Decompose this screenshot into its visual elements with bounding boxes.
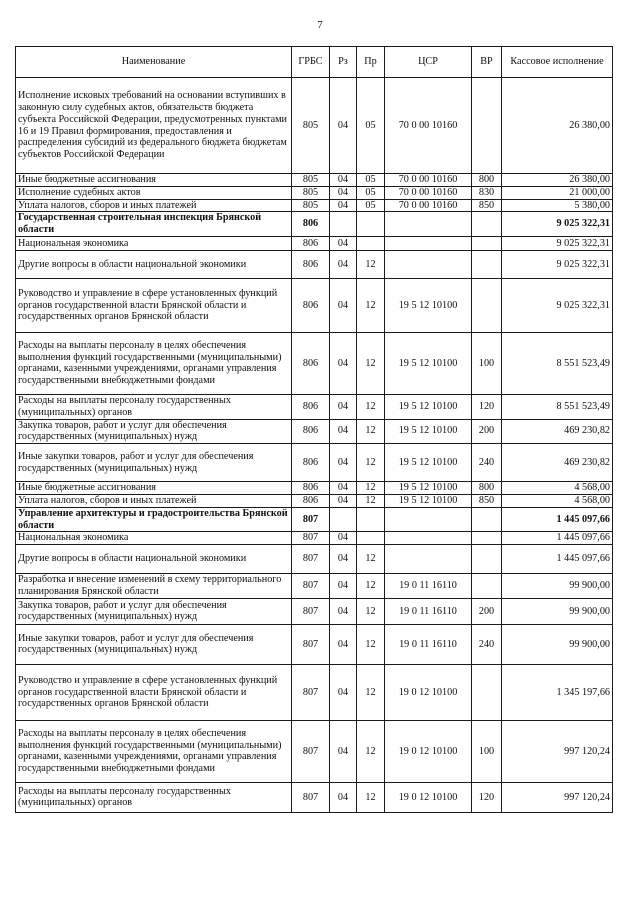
cell-grbs: 806	[292, 212, 330, 237]
cell-pr: 05	[357, 78, 385, 174]
cell-grbs: 807	[292, 624, 330, 664]
cell-pr	[357, 212, 385, 237]
cell-name: Расходы на выплаты персоналу в целях обеспечения выполнения функций государственными (муниципальными) органами, казенными учреждениями, органами управления государственными внебюджетными фондами	[16, 332, 292, 394]
cell-rz: 04	[330, 199, 357, 212]
cell-csr: 19 5 12 10100	[385, 444, 472, 482]
cell-amount: 99 900,00	[502, 598, 613, 624]
cell-pr: 12	[357, 574, 385, 599]
cell-name: Иные бюджетные ассигнования	[16, 174, 292, 187]
cell-vr	[472, 78, 502, 174]
table-row	[16, 664, 613, 720]
cell-pr: 12	[357, 494, 385, 507]
table-row	[16, 782, 613, 812]
cell-pr	[357, 507, 385, 532]
cell-vr	[472, 250, 502, 278]
cell-pr: 12	[357, 250, 385, 278]
cell-csr: 19 5 12 10100	[385, 394, 472, 419]
cell-pr: 12	[357, 545, 385, 574]
cell-amount: 9 025 322,31	[502, 278, 613, 332]
cell-amount: 8 551 523,49	[502, 332, 613, 394]
table-row	[16, 278, 613, 332]
cell-amount: 21 000,00	[502, 186, 613, 199]
table-row	[16, 332, 613, 394]
cell-name: Уплата налогов, сборов и иных платежей	[16, 494, 292, 507]
cell-vr	[472, 664, 502, 720]
cell-vr: 850	[472, 199, 502, 212]
cell-amount: 1 445 097,66	[502, 507, 613, 532]
cell-amount: 469 230,82	[502, 419, 613, 444]
cell-amount: 4 568,00	[502, 494, 613, 507]
cell-csr: 19 0 12 10100	[385, 782, 472, 812]
cell-name: Национальная экономика	[16, 532, 292, 545]
cell-name: Руководство и управление в сфере установленных функций органов государственной власти Брянской области и государственных органов Брянской области	[16, 278, 292, 332]
cell-pr	[357, 236, 385, 250]
cell-vr: 800	[472, 174, 502, 187]
cell-name: Руководство и управление в сфере установленных функций органов государственной власти Брянской области и государственных органов Брянской области	[16, 664, 292, 720]
cell-name: Иные закупки товаров, работ и услуг для обеспечения государственных (муниципальных) нужд	[16, 444, 292, 482]
cell-grbs: 807	[292, 598, 330, 624]
table-body	[16, 78, 613, 813]
page-number: 7	[317, 19, 323, 31]
cell-vr	[472, 574, 502, 599]
cell-amount: 9 025 322,31	[502, 212, 613, 237]
cell-vr: 100	[472, 720, 502, 782]
cell-rz: 04	[330, 332, 357, 394]
cell-pr: 12	[357, 394, 385, 419]
cell-csr: 19 5 12 10100	[385, 482, 472, 495]
table-row	[16, 720, 613, 782]
cell-csr: 19 0 12 10100	[385, 720, 472, 782]
cell-rz: 04	[330, 532, 357, 545]
cell-grbs: 806	[292, 419, 330, 444]
cell-name: Расходы на выплаты персоналу в целях обеспечения выполнения функций государственными (муниципальными) органами, казенными учреждениями, органами управления государственными внебюджетными фондами	[16, 720, 292, 782]
cell-grbs: 807	[292, 545, 330, 574]
cell-pr: 12	[357, 278, 385, 332]
cell-grbs: 807	[292, 782, 330, 812]
cell-rz: 04	[330, 494, 357, 507]
cell-name: Исполнение судебных актов	[16, 186, 292, 199]
cell-vr: 240	[472, 444, 502, 482]
cell-grbs: 806	[292, 278, 330, 332]
cell-csr: 19 0 11 16110	[385, 598, 472, 624]
cell-pr: 12	[357, 419, 385, 444]
cell-grbs: 806	[292, 250, 330, 278]
cell-vr: 800	[472, 482, 502, 495]
cell-csr	[385, 545, 472, 574]
table-row	[16, 199, 613, 212]
cell-amount: 1 445 097,66	[502, 532, 613, 545]
table-row	[16, 212, 613, 237]
cell-name: Другие вопросы в области национальной экономики	[16, 250, 292, 278]
cell-name: Национальная экономика	[16, 236, 292, 250]
cell-amount: 9 025 322,31	[502, 250, 613, 278]
cell-amount: 26 380,00	[502, 78, 613, 174]
cell-rz: 04	[330, 624, 357, 664]
cell-csr: 70 0 00 10160	[385, 199, 472, 212]
table-row	[16, 532, 613, 545]
cell-rz: 04	[330, 664, 357, 720]
cell-rz: 04	[330, 444, 357, 482]
cell-rz: 04	[330, 278, 357, 332]
cell-pr: 05	[357, 174, 385, 187]
cell-csr	[385, 532, 472, 545]
cell-rz: 04	[330, 236, 357, 250]
cell-vr	[472, 532, 502, 545]
cell-vr	[472, 236, 502, 250]
header-grbs: ГРБС	[292, 47, 330, 78]
cell-rz: 04	[330, 482, 357, 495]
cell-csr: 19 5 12 10100	[385, 332, 472, 394]
cell-csr	[385, 250, 472, 278]
cell-pr: 05	[357, 186, 385, 199]
header-rz: Рз	[330, 47, 357, 78]
cell-grbs: 807	[292, 720, 330, 782]
cell-pr: 12	[357, 624, 385, 664]
cell-rz: 04	[330, 78, 357, 174]
cell-amount: 469 230,82	[502, 444, 613, 482]
table-header-row	[16, 47, 613, 78]
cell-name: Расходы на выплаты персоналу государственных (муниципальных) органов	[16, 782, 292, 812]
cell-csr: 19 0 12 10100	[385, 664, 472, 720]
table-row	[16, 574, 613, 599]
cell-name: Иные бюджетные ассигнования	[16, 482, 292, 495]
cell-csr: 19 0 11 16110	[385, 624, 472, 664]
cell-vr: 120	[472, 394, 502, 419]
cell-name: Государственная строительная инспекция Брянской области	[16, 212, 292, 237]
cell-grbs: 805	[292, 186, 330, 199]
cell-vr: 200	[472, 419, 502, 444]
table-row	[16, 507, 613, 532]
cell-name: Уплата налогов, сборов и иных платежей	[16, 199, 292, 212]
cell-amount: 9 025 322,31	[502, 236, 613, 250]
cell-name: Закупка товаров, работ и услуг для обеспечения государственных (муниципальных) нужд	[16, 419, 292, 444]
header-csr: ЦСР	[385, 47, 472, 78]
cell-rz: 04	[330, 598, 357, 624]
cell-grbs: 807	[292, 532, 330, 545]
cell-name: Расходы на выплаты персоналу государственных (муниципальных) органов	[16, 394, 292, 419]
cell-amount: 26 380,00	[502, 174, 613, 187]
cell-pr: 12	[357, 598, 385, 624]
header-pr: Пр	[357, 47, 385, 78]
cell-csr: 19 0 11 16110	[385, 574, 472, 599]
cell-rz: 04	[330, 720, 357, 782]
cell-amount: 4 568,00	[502, 482, 613, 495]
table-row	[16, 598, 613, 624]
cell-vr: 200	[472, 598, 502, 624]
cell-name: Управление архитектуры и градостроительства Брянской области	[16, 507, 292, 532]
cell-grbs: 806	[292, 236, 330, 250]
cell-rz	[330, 212, 357, 237]
cell-rz: 04	[330, 574, 357, 599]
budget-table	[15, 46, 613, 813]
cell-csr: 19 5 12 10100	[385, 419, 472, 444]
cell-amount: 997 120,24	[502, 720, 613, 782]
table-row	[16, 174, 613, 187]
cell-vr: 830	[472, 186, 502, 199]
table-row	[16, 394, 613, 419]
cell-amount: 5 380,00	[502, 199, 613, 212]
cell-vr	[472, 212, 502, 237]
cell-pr	[357, 532, 385, 545]
cell-csr	[385, 507, 472, 532]
cell-csr	[385, 236, 472, 250]
cell-vr: 850	[472, 494, 502, 507]
cell-pr: 12	[357, 720, 385, 782]
cell-rz: 04	[330, 545, 357, 574]
cell-pr: 12	[357, 664, 385, 720]
cell-grbs: 806	[292, 494, 330, 507]
cell-name: Исполнение исковых требований на основании вступивших в законную силу судебных актов, обязательств бюджета субъекта Российской Федерации, предусмотренных пунктами 16 и 19 Правил формирования, предоставления и распределения субсидий из федерального бюджета бюджетам субъектов Российской Федерации	[16, 78, 292, 174]
cell-rz: 04	[330, 782, 357, 812]
cell-name: Иные закупки товаров, работ и услуг для обеспечения государственных (муниципальных) нужд	[16, 624, 292, 664]
cell-csr	[385, 212, 472, 237]
cell-grbs: 806	[292, 332, 330, 394]
table-row	[16, 494, 613, 507]
cell-amount: 1 445 097,66	[502, 545, 613, 574]
cell-amount: 99 900,00	[502, 574, 613, 599]
cell-grbs: 805	[292, 199, 330, 212]
cell-rz: 04	[330, 419, 357, 444]
cell-name: Разработка и внесение изменений в схему территориального планирования Брянской области	[16, 574, 292, 599]
cell-pr: 12	[357, 482, 385, 495]
cell-csr: 70 0 00 10160	[385, 186, 472, 199]
cell-rz: 04	[330, 394, 357, 419]
cell-grbs: 807	[292, 507, 330, 532]
cell-pr: 12	[357, 782, 385, 812]
cell-grbs: 806	[292, 482, 330, 495]
cell-vr	[472, 545, 502, 574]
cell-rz: 04	[330, 174, 357, 187]
table-row	[16, 78, 613, 174]
table-row	[16, 419, 613, 444]
cell-rz: 04	[330, 186, 357, 199]
cell-pr: 12	[357, 444, 385, 482]
cell-pr: 05	[357, 199, 385, 212]
cell-amount: 997 120,24	[502, 782, 613, 812]
table-row	[16, 444, 613, 482]
cell-vr: 240	[472, 624, 502, 664]
cell-name: Закупка товаров, работ и услуг для обеспечения государственных (муниципальных) нужд	[16, 598, 292, 624]
table-row	[16, 250, 613, 278]
cell-vr	[472, 278, 502, 332]
table-row	[16, 482, 613, 495]
cell-grbs: 807	[292, 574, 330, 599]
cell-grbs: 807	[292, 664, 330, 720]
cell-amount: 1 345 197,66	[502, 664, 613, 720]
cell-csr: 19 5 12 10100	[385, 278, 472, 332]
header-amount: Кассовое исполнение	[502, 47, 613, 78]
table-row	[16, 545, 613, 574]
cell-grbs: 805	[292, 78, 330, 174]
table-row	[16, 236, 613, 250]
cell-grbs: 806	[292, 394, 330, 419]
cell-rz: 04	[330, 250, 357, 278]
table-row	[16, 624, 613, 664]
cell-csr: 70 0 00 10160	[385, 78, 472, 174]
cell-vr: 100	[472, 332, 502, 394]
header-vr: ВР	[472, 47, 502, 78]
cell-grbs: 805	[292, 174, 330, 187]
table-row	[16, 186, 613, 199]
cell-name: Другие вопросы в области национальной экономики	[16, 545, 292, 574]
cell-amount: 99 900,00	[502, 624, 613, 664]
cell-csr: 70 0 00 10160	[385, 174, 472, 187]
cell-rz	[330, 507, 357, 532]
cell-csr: 19 5 12 10100	[385, 494, 472, 507]
cell-vr: 120	[472, 782, 502, 812]
cell-amount: 8 551 523,49	[502, 394, 613, 419]
cell-grbs: 806	[292, 444, 330, 482]
cell-pr: 12	[357, 332, 385, 394]
header-name: Наименование	[16, 47, 292, 78]
cell-vr	[472, 507, 502, 532]
